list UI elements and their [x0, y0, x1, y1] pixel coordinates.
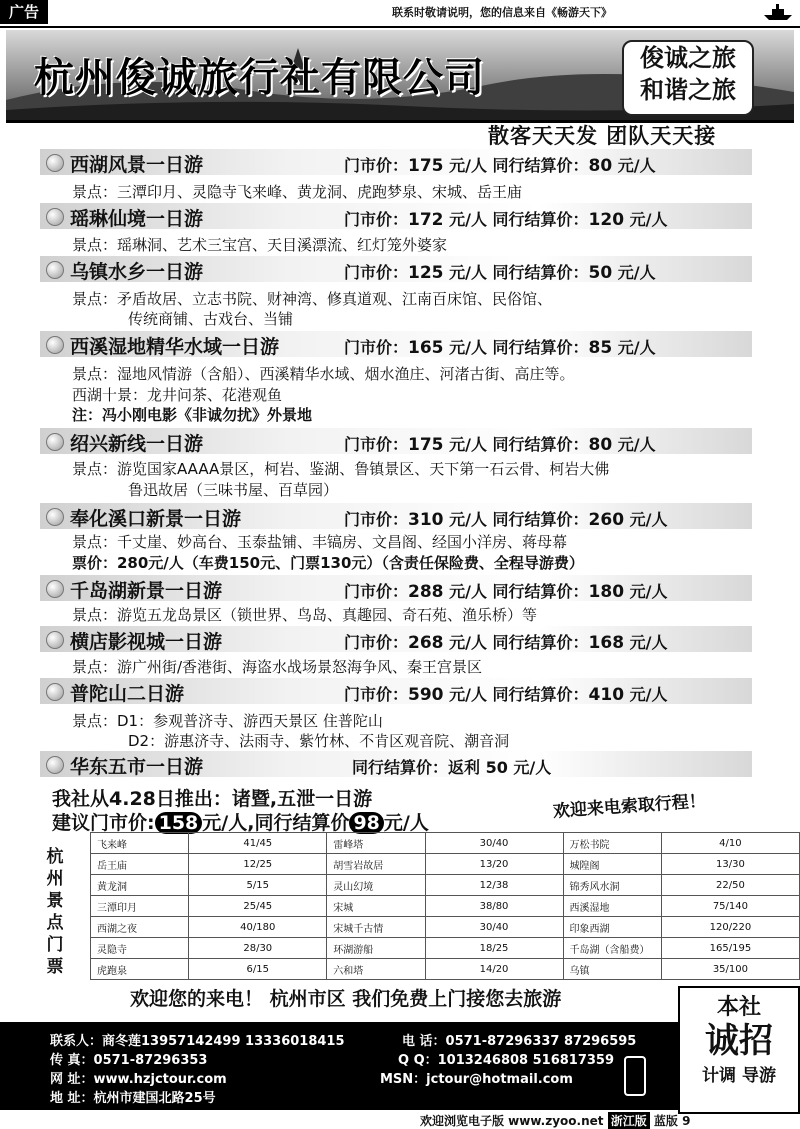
ad-label: 广告 [0, 0, 48, 24]
bullet-icon [46, 631, 64, 649]
tour-price: 门市价：310 元/人 同行结算价：260 元/人 [344, 510, 668, 530]
pickup-slogan: 欢迎您的来电！ 杭州市区 我们免费上门接您去旅游 [130, 988, 562, 1010]
table-row: 虎跑泉 6/15 六和塔 14/20 乌镇 35/100 [91, 959, 800, 980]
table-row: 飞来峰 41/45 雷峰塔 30/40 万松书院 4/10 [91, 833, 800, 854]
table-row: 西湖之夜 40/180 宋城千古情 30/40 印象西湖 120/220 [91, 917, 800, 938]
tour-ticket-price: 票价：280元/人（车费150元、门票130元）（含责任保险费、全程导游费） [72, 554, 584, 572]
bullet-icon [46, 683, 64, 701]
tour-name: 华东五市一日游 [70, 756, 204, 778]
table-row: 三潭印月 25/45 宋城 38/80 西溪湿地 75/140 [91, 896, 800, 917]
tour-sights: 景点：D1：参观普济寺、游西天景区 住普陀山 [72, 712, 383, 730]
bullet-icon [46, 208, 64, 226]
tour-rebate: 同行结算价：返利 50 元/人 [352, 758, 552, 777]
tour-name: 绍兴新线一日游 [70, 433, 204, 455]
contact-fax: 传 真：0571-87296353 [50, 1053, 208, 1068]
tour-note: 注：冯小刚电影《非诚勿扰》外景地 [72, 406, 313, 424]
contact-website: 网 址：www.hzjctour.com [50, 1072, 227, 1087]
contact-person: 联系人：商冬莲13957142499 13336018415 [50, 1034, 345, 1049]
bullet-icon [46, 261, 64, 279]
tour-name: 千岛湖新景一日游 [70, 580, 223, 602]
contact-qq: Q Q：1013246808 516817359 [398, 1053, 615, 1068]
table-row: 灵隐寺 28/30 环湖游船 18/25 千岛湖（含船费） 165/195 [91, 938, 800, 959]
tour-sights: 景点：游广州街/香港街、海盗水战场景怒海争风、秦王宫景区 [72, 658, 483, 676]
welcome-request: 欢迎来电索取行程！ [552, 791, 707, 822]
slogan-line-2: 和谐之旅 [640, 76, 736, 104]
tour-sights: 景点：三潭印月、灵隐寺飞来峰、黄龙洞、虎跑梦泉、宋城、岳王庙 [72, 183, 523, 201]
recruit-positions: 计调 导游 [702, 1066, 776, 1086]
bullet-icon [46, 756, 64, 774]
ticket-table-label: 杭 州 景 点 门 票 [46, 847, 64, 977]
tour-name: 奉化溪口新景一日游 [70, 508, 242, 530]
promo-price: 建议门市价: 158 元/人,同行结算价 98 元/人 [52, 812, 429, 834]
tour-name: 西湖风景一日游 [70, 154, 204, 176]
tour-name: 普陀山二日游 [70, 683, 185, 705]
tour-price: 门市价：590 元/人 同行结算价：410 元/人 [344, 685, 668, 705]
contact-msn: MSN：jctour@hotmail.com [380, 1072, 573, 1087]
company-name: 杭州俊诚旅行社有限公司 [34, 55, 485, 101]
tour-price: 门市价：165 元/人 同行结算价：85 元/人 [344, 338, 656, 358]
tour-sights: 西湖十景：龙井问茶、花港观鱼 [72, 386, 283, 404]
recruit-box [678, 986, 800, 1114]
tour-name: 瑶琳仙境一日游 [70, 208, 204, 230]
recruit-top: 本社 [716, 995, 761, 1020]
table-row: 岳王庙 12/25 胡雪岩故居 13/20 城隍阁 13/30 [91, 854, 800, 875]
contact-address: 地 址：杭州市建国北路25号 [50, 1091, 216, 1106]
tour-name: 横店影视城一日游 [70, 631, 223, 653]
tour-sights: 鲁迅故居（三味书屋、百草园） [128, 481, 339, 499]
tour-sights: 传统商铺、古戏台、当铺 [128, 310, 294, 328]
promo-new-route: 我社从4.28日推出：诸暨,五泄一日游 [52, 788, 373, 810]
tour-sights: 景点：湿地风情游（含船）、西溪精华水域、烟水渔庄、河渚古街、高庄等。 [72, 365, 575, 383]
recruit-main: 诚招 [705, 1021, 773, 1061]
bullet-icon [46, 336, 64, 354]
tour-sights: D2：游惠济寺、法雨寺、紫竹林、不肯区观音院、潮音洞 [128, 732, 510, 750]
table-row: 黄龙洞 5/15 灵山幻境 12/38 锦秀风水洞 22/50 [91, 875, 800, 896]
tour-price: 门市价：288 元/人 同行结算价：180 元/人 [344, 582, 668, 602]
tour-price: 门市价：125 元/人 同行结算价：50 元/人 [344, 263, 656, 283]
tour-sights: 景点：游览五龙岛景区（锁世界、鸟岛、真趣园、奇石苑、渔乐桥）等 [72, 606, 538, 624]
tour-price: 门市价：172 元/人 同行结算价：120 元/人 [344, 210, 668, 230]
bullet-icon [46, 154, 64, 172]
tour-price: 门市价：268 元/人 同行结算价：168 元/人 [344, 633, 668, 653]
tour-name: 乌镇水乡一日游 [70, 261, 204, 283]
ticket-price-table [90, 832, 800, 980]
page-footer: 欢迎浏览电子版 www.zyoo.net 浙江版 蓝版 9 [420, 1114, 691, 1128]
tour-name: 西溪湿地精华水域一日游 [70, 336, 280, 358]
tour-sights: 景点：游览国家AAAA景区，柯岩、鉴湖、鲁镇景区、天下第一石云骨、柯岩大佛 [72, 460, 610, 478]
source-notice: 联系时敬请说明，您的信息来自《畅游天下》 [392, 6, 612, 19]
tagline: 散客天天发 团队天天接 [488, 124, 717, 148]
bullet-icon [46, 580, 64, 598]
tour-sights: 景点：千丈崖、妙高台、玉泰盐铺、丰镐房、文昌阁、经国小洋房、蒋母幕 [72, 533, 568, 551]
ship-icon [762, 3, 794, 21]
tour-price: 门市价：175 元/人 同行结算价：80 元/人 [344, 435, 656, 455]
phone-icon [624, 1056, 646, 1096]
tour-sights: 景点：瑶琳洞、艺术三宝宫、天目溪漂流、红灯笼外婆家 [72, 236, 448, 254]
tour-sights: 景点：矛盾故居、立志书院、财神湾、修真道观、江南百床馆、民俗馆、 [72, 290, 553, 308]
bullet-icon [46, 433, 64, 451]
slogan-box [622, 40, 754, 116]
bullet-icon [46, 508, 64, 526]
slogan-line-1: 俊诚之旅 [640, 44, 736, 72]
tour-price: 门市价：175 元/人 同行结算价：80 元/人 [344, 156, 656, 176]
contact-phone: 电 话：0571-87296337 87296595 [402, 1034, 637, 1049]
